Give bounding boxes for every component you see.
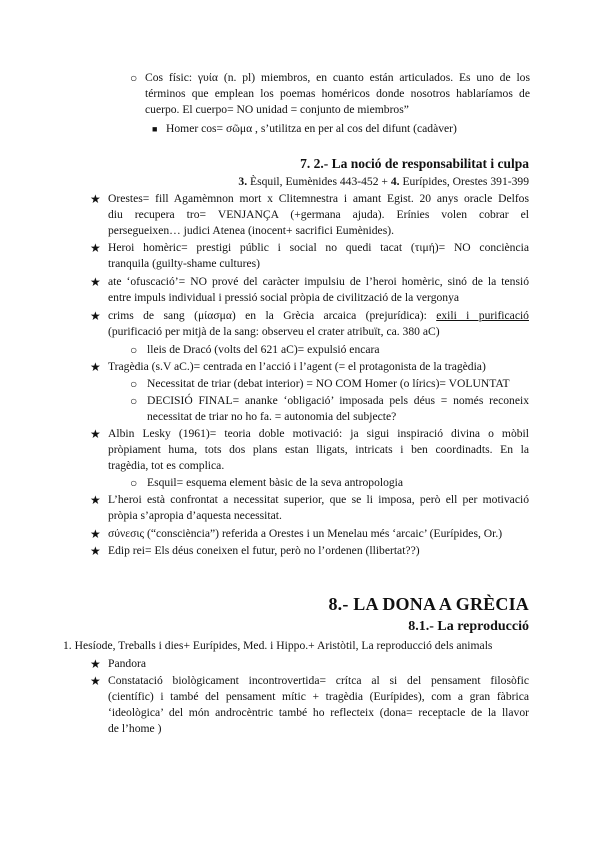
heroi-line-1: Heroi homèric= prestigi públic i social no quedi tacat (τιμή)= NO conciència [108, 241, 529, 254]
edip-line: Edip rei= Els déus coneixen el futur, però no l’ordenen (llibertat??) [108, 544, 420, 557]
ref-number-3: 3. [238, 175, 248, 188]
ref-number-4: 4. [390, 175, 400, 188]
intro-line-3: cuerpo. El cuerpo= NO unidad = conjunto de miembros” [145, 103, 409, 116]
heroi2-line-1: L’heroi està confrontat a necessitat superior, que se li imposa, però ell per motivació [108, 493, 529, 506]
heroi2-line-2: pròpia s’apropia d’aquesta necessitat. [108, 509, 282, 522]
star-bullet-icon: ★ [90, 544, 101, 558]
orestes-line-2: diu recupera tro= VENJANÇA (+germana ajuda). Erínies volen cobrar el [108, 208, 529, 221]
crims-text: crims de sang (μίασμα) en la Grècia arcaica (prejurídica): [108, 309, 437, 322]
lesky-line-3: tragèdia, tot es complica. [108, 459, 225, 472]
ref-text-b: Eurípides, Orestes 391-399 [399, 175, 529, 188]
synesis-line: σύνεσις (“consciència”) referida a Orestes i un Menelau més ‘arcaic’ (Eurípides, Or.) [108, 527, 503, 540]
constatacio-line-4: de l’home ) [108, 722, 162, 735]
star-bullet-icon: ★ [90, 275, 101, 289]
section-heading-7-2: 7. 2.- La noció de responsabilitat i culpa [300, 156, 529, 171]
star-bullet-icon: ★ [90, 657, 101, 671]
star-bullet-icon: ★ [90, 427, 101, 441]
section-heading-8-1: 8.1.- La reproducció [408, 619, 529, 634]
star-bullet-icon: ★ [90, 360, 101, 374]
pandora-line: Pandora [108, 657, 146, 670]
lesky-line-1: Albin Lesky (1961)= teoria doble motivació: ja sigui inspiració divina o mòbil [108, 427, 529, 440]
crims-line-2: (purificació per mitjà de la sang: observeu el crater atribuït, ca. 380 aC) [108, 325, 440, 338]
tragedia-sub-1: Necessitat de triar (debat interior) = NO COM Homer (o lírics)= VOLUNTAT [147, 377, 510, 390]
circle-bullet-icon: ○ [130, 343, 138, 357]
section-heading-8: 8.- LA DONA A GRÈCIA [328, 594, 529, 614]
circle-bullet-icon: ○ [130, 71, 138, 85]
star-bullet-icon: ★ [90, 527, 101, 541]
intro-sub-item: Homer cos= σῶμα , s’utilitza en per al cos del difunt (cadàver) [166, 122, 457, 135]
star-bullet-icon: ★ [90, 241, 101, 255]
circle-bullet-icon: ○ [130, 476, 138, 490]
constatacio-line-1: Constatació biològicament incontrovertida= crítca al si del pensament filosòfic [108, 674, 529, 687]
constatacio-line-3: ‘ideològica’ del món androcèntric també ho reflecteix (dona= receptacle de la llavor [108, 706, 529, 719]
lesky-sub-item: Esquil= esquema element bàsic de la seva antropologia [147, 476, 404, 489]
square-bullet-icon: ■ [152, 124, 158, 134]
crims-line-1 [108, 308, 529, 324]
heroi-line-2: tranquila (guilty-shame cultures) [108, 257, 260, 270]
circle-bullet-icon: ○ [130, 394, 138, 408]
crims-sub-item: lleis de Dracó (volts del 621 aC)= expulsió encara [147, 343, 380, 356]
orestes-line-1: Orestes= fill Agamèmnon mort x Clitemnestra i amant Egist. 20 anys oracle Delfos [108, 192, 529, 205]
ref-text-a: Èsquil, Eumènides 443-452 + [247, 175, 391, 188]
tragedia-line: Tragèdia (s.V aC.)= centrada en l’acció i l’agent (= el protagonista de la tragèdia) [108, 360, 486, 373]
lesky-line-2: pròpiament huma, tots dos plans estan lligats, intricats i ben coordinadts. En la [108, 443, 529, 456]
section-reference [238, 175, 529, 188]
constatacio-line-2: (científic) i també del pensament mític + tragèdia (Eurípides), com a gran fàbrica [108, 690, 529, 703]
orestes-line-3: persegueixen… judici Atenea (inocent+ sacrifici Eumènides). [108, 224, 394, 237]
tragedia-sub-2-line-2: necessitat de triar no ho fa. = autonomia del subjecte? [147, 410, 397, 423]
intro-line-2: términos que emplean los poemas homéricos donde nosotros hablaríamos de [145, 87, 530, 100]
tragedia-sub-2-line-1: DECISIÓ FINAL= ananke ‘obligació’ imposada pels déus = només reconeix [147, 394, 529, 407]
ate-line-2: entre impuls individual i pressió social pròpia de civilització de la vergonya [108, 291, 460, 304]
star-bullet-icon: ★ [90, 493, 101, 507]
ate-line-1: ate ‘ofuscació’= NO prové del caràcter impulsiu de l’heroi homèric, sinó de la tensió [108, 275, 529, 288]
star-bullet-icon: ★ [90, 192, 101, 206]
circle-bullet-icon: ○ [130, 377, 138, 391]
numbered-item-1: 1. Hesíode, Treballs i dies+ Eurípides, Med. i Hippo.+ Aristòtil, La reproducció dels animals [63, 639, 493, 652]
star-bullet-icon: ★ [90, 674, 101, 688]
star-bullet-icon: ★ [90, 309, 101, 323]
crims-underlined-text: exili i purificació [436, 309, 529, 322]
intro-line-1: Cos físic: γυία (n. pl) miembros, en cuanto están articulados. Es uno de los [145, 71, 530, 84]
